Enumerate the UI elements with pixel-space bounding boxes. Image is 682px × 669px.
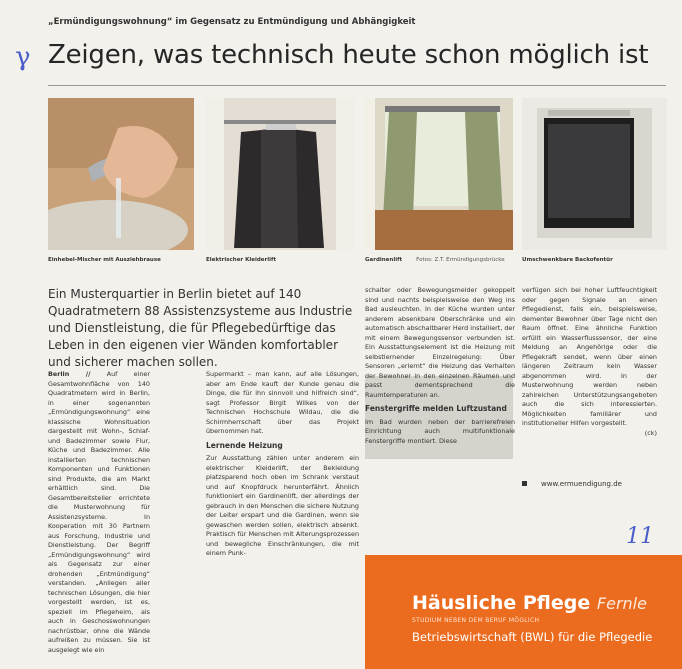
paragraph: Zur Ausstattung zählen unter anderem ein elektrischer Kleiderlift, der Bekleidung platzsparend hoch oben im Schrank verstaut und auf Knopfdruck herunterfährt. Ähnlich funktioniert ein Gardinenlift, der allerdings der gebrauch in den Menschen die sichere Nutzung der Leiter erspart und die Gardinen, wenn sie gewaschen werden sollen, elektrisch absenkt. Praktisch für Menschen mit Alterungsprozessen und bewegliche Einschränkungen, die mit einem Punk- (206, 454, 359, 557)
author-sign: (ck) (644, 428, 657, 437)
ad-subline: STUDIUM NEBEN DEM BERUF MÖGLICH (412, 617, 540, 624)
ad-line: Betriebswirtschaft (BWL) für die Pflegedie (412, 630, 653, 644)
article-title: Zeigen, was technisch heute schon möglich ist (48, 40, 649, 70)
paragraph-text: Auf einer Gesamtwohnfläche von 140 Quadratmetern wird in Berlin, in einer sogenannten „Ermündigungswohnung“ eine klassische Wohnsituation dargestellt mit Wohn-, Schlaf- und Badezimmer sowie Flur, Küche und Badezimmer. Alle installierten technischen Komponenten und Funktionen sind Produkte, die am Markt erhältlich sind. Die Gesamtbereitsteller errichtete die Musterwohnung für Assistenzsysteme. In Kooperation mit 30 Partnern aus Forschung, Industrie und Dienstleistung. Der Begriff „Ermündigungswohnung“ wird als Gegensatz zur einer drohenden „Entmündigung“ verstanden. „Anliegen aller technischen Lösungen, die hier vorgestellt werden, ist es, speziell im Pflegeheim, als auch in Geschosswohnungen nachrüstbar, ohne die Wände aufreißen zu müssen. Sie ist ausgelegt wie ein (48, 370, 150, 654)
paragraph: Im Bad wurden neben der barrierefreien Einrichtung auch multifunktionale Fenstergriffe montiert. Diese (365, 417, 515, 445)
photo-caption (365, 257, 505, 263)
body-column-4 (522, 286, 657, 438)
caption-text: Gardinenlift (365, 257, 403, 263)
paragraph (48, 370, 150, 655)
title-rule (48, 85, 666, 86)
dateline: Berlin // (48, 370, 91, 378)
advertisement (365, 555, 682, 669)
photo-caption: Umschwenkbare Backofentür (522, 257, 613, 263)
body-column-3 (365, 286, 515, 446)
photo-credit: Fotos: Z.T. Ermündigungsbrücke (416, 257, 505, 263)
photo-oven (522, 98, 667, 250)
photo-faucet (48, 98, 194, 250)
paragraph: Supermarkt – man kann, auf alle Lösungen, aber am Ende kauft der Kunde genau die Dinge, die für ihn sinnvoll und hilfreich sind“, sagt Professor Birgit Wilkes von der Technischen Hochschule Wildau, die die Schirmherrschaft über das Projekt übernommen hat. (206, 370, 359, 435)
body-column-1 (48, 370, 150, 655)
website-line (522, 480, 622, 488)
photo-caption: Einhebel-Mischer mit Ausziehbrause (48, 257, 161, 263)
subheading: Fenstergriffe melden Luftzustand (365, 404, 507, 413)
ad-title (412, 592, 647, 614)
website-link[interactable]: www.ermuendigung.de (541, 480, 622, 488)
article-kicker: „Ermündigungswohnung“ im Gegensatz zu Entmündigung und Abhängigkeit (48, 17, 416, 27)
photo-caption: Elektrischer Kleiderlift (206, 257, 276, 263)
body-column-2 (206, 370, 359, 559)
photo-wardrobe (206, 98, 354, 250)
paragraph: verfügen sich bei hoher Luftfeuchtigkeit oder gegen Signale an einen Pflegedienst, falls ein, beispielsweise, dementer Bewohner über Tage nicht den Raum öffnet. Eine ähnliche Funktion erfüllt ein Wasserflusssensor, der eine Meldung an Angehörige oder die Pflegekraft sendet, wenn über einen längeren Zeitraum kein Wasser abgenommen wird. In der Musterwohnung werden neben zahlreichen Unterstützungsangeboten auch die sich interessierten. Möglichkeiten familiärer und institutioneller Hilfen vorgestellt. (522, 286, 657, 427)
ad-title-text: Häusliche Pflege (412, 592, 591, 614)
bullet-square-icon (522, 481, 527, 486)
article-lead: Ein Musterquartier in Berlin bietet auf 140 Quadratmetern 88 Assistenzsysteme aus Industrie und Dienstleistung, die für Pflegebedürftige das Leben in den eigenen vier Wänden komfortabler und sicherer machen sollen. (48, 287, 353, 369)
handwritten-page-number: 11 (626, 524, 654, 549)
margin-handwritten-mark: γ (15, 42, 31, 72)
paragraph: schalter oder Bewegungsmelder gekoppelt sind und nachts beispielsweise den Weg ins Bad ausleuchten. In der Küche wurden unter anderem absenkbare Oberschränke und ein automatisch abschaltbarer Herd installiert, der mit einem Bewegungssensor verbunden ist. Ein Ausstattungselement ist die Heizung mit selbstlernender Einzelregelung: Über Sensoren „erlernt“ die Heizung das Verhalten der Bewohner in den einzelnen Räumen und passt dementsprechend die Raumtemperaturen an. (365, 286, 515, 399)
photo-curtain (365, 98, 513, 250)
ad-title-cont: Fernle (596, 594, 647, 613)
subheading: Lernende Heizung (206, 440, 283, 450)
